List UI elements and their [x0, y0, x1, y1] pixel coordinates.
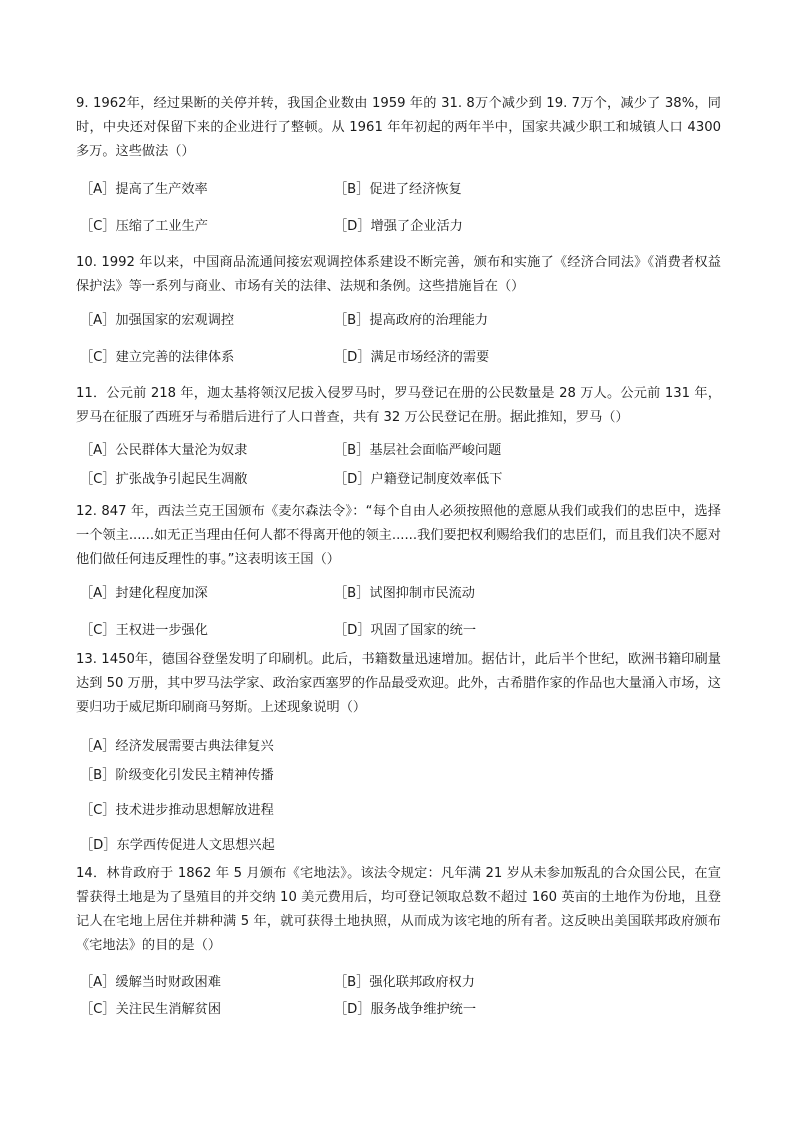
- question-10-option-c[interactable]: ［C］建立完善的法律体系: [80, 350, 235, 365]
- question-14-stem: 14．林肯政府于 1862 年 5 月颁布《宅地法》。该法令规定：凡年满 21 岁从未参加叛乱的合众国公民，在宣誓获得土地是为了垦殖目的并交纳 10 美元费用后，均可登记领取总数不超过 160 英亩的土地作为份地，且登记人在宅地上居住并耕种满 5 年，就可获得土地执照，从而成为该宅地的所有者。这反映出美国联邦政府颁布《宅地法》的目的是（）: [76, 866, 721, 953]
- question-9-option-d[interactable]: ［D］增强了企业活力: [334, 219, 463, 234]
- question-12-option-c[interactable]: ［C］王权进一步强化: [80, 623, 208, 638]
- question-9-option-c[interactable]: ［C］压缩了工业生产: [80, 219, 208, 234]
- question-11-option-c[interactable]: ［C］扩张战争引起民生凋敝: [80, 472, 248, 487]
- question-10-option-b[interactable]: ［B］提高政府的治理能力: [334, 313, 489, 328]
- question-13-option-a[interactable]: ［A］经济发展需要古典法律复兴: [80, 739, 274, 754]
- question-13-option-c[interactable]: ［C］技术进步推动思想解放进程: [80, 803, 274, 818]
- question-10-option-a[interactable]: ［A］加强国家的宏观调控: [80, 313, 235, 328]
- question-11-option-a[interactable]: ［A］公民群体大量沦为奴隶: [80, 443, 248, 458]
- question-11-option-d[interactable]: ［D］户籍登记制度效率低下: [334, 472, 503, 487]
- question-14-option-c[interactable]: ［C］关注民生消解贫困: [80, 1002, 222, 1017]
- question-10-stem: 10. 1992 年以来，中国商品流通间接宏观调控体系建设不断完善，颁布和实施了《经济合同法》《消费者权益保护法》等一系列与商业、市场有关的法律、法规和条例。这些措施旨在（）: [76, 255, 721, 294]
- question-13-stem: 13. 1450年，德国谷登堡发明了印刷机。此后，书籍数量迅速增加。据估计，此后半个世纪，欧洲书籍印刷量达到 50 万册，其中罗马法学家、政治家西塞罗的作品最受欢迎。此外，古希腊作家的作品也大量涌入市场，这要归功于威尼斯印刷商马努斯。上述现象说明（）: [76, 652, 721, 715]
- question-11-stem: 11．公元前 218 年，迦太基将领汉尼拔入侵罗马时，罗马登记在册的公民数量是 28 万人。公元前 131 年，罗马在征服了西班牙与希腊后进行了人口普查，共有 32 万公民登记在册。据此推知，罗马（）: [76, 386, 721, 425]
- question-9-stem: 9. 1962年，经过果断的关停并转，我国企业数由 1959 年的 31. 8万个减少到 19. 7万个，减少了 38%，同时，中央还对保留下来的企业进行了整顿。从 1961 年年初起的两年半中，国家共减少职工和城镇人口 4300多万。这些做法（）: [76, 96, 721, 159]
- question-12-option-a[interactable]: ［A］封建化程度加深: [80, 586, 208, 601]
- question-13-option-b[interactable]: ［B］阶级变化引发民主精神传播: [80, 768, 274, 783]
- question-10-option-d[interactable]: ［D］满足市场经济的需要: [334, 350, 490, 365]
- question-11-option-b[interactable]: ［B］基层社会面临严峻问题: [334, 443, 502, 458]
- question-12-option-b[interactable]: ［B］试图抑制市民流动: [334, 586, 475, 601]
- question-14-option-b[interactable]: ［B］强化联邦政府权力: [334, 975, 475, 990]
- question-14-option-d[interactable]: ［D］服务战争维护统一: [334, 1002, 477, 1017]
- question-12-stem: 12. 847 年，西法兰克王国颁布《麦尔森法令》：“每个自由人必须按照他的意愿从我们或我们的忠臣中，选择一个领主......如无正当理由任何人都不得离开他的领主......我们要把权利赐给我们的忠臣们，而且我们决不愿对他们做任何违反理性的事。”这表明该王国（）: [76, 504, 721, 567]
- question-9-option-b[interactable]: ［B］促进了经济恢复: [334, 182, 462, 197]
- question-13-option-d[interactable]: ［D］东学西传促进人文思想兴起: [80, 838, 275, 853]
- question-14-option-a[interactable]: ［A］缓解当时财政困难: [80, 975, 221, 990]
- question-12-option-d[interactable]: ［D］巩固了国家的统一: [334, 623, 477, 638]
- question-9-option-a[interactable]: ［A］提高了生产效率: [80, 182, 208, 197]
